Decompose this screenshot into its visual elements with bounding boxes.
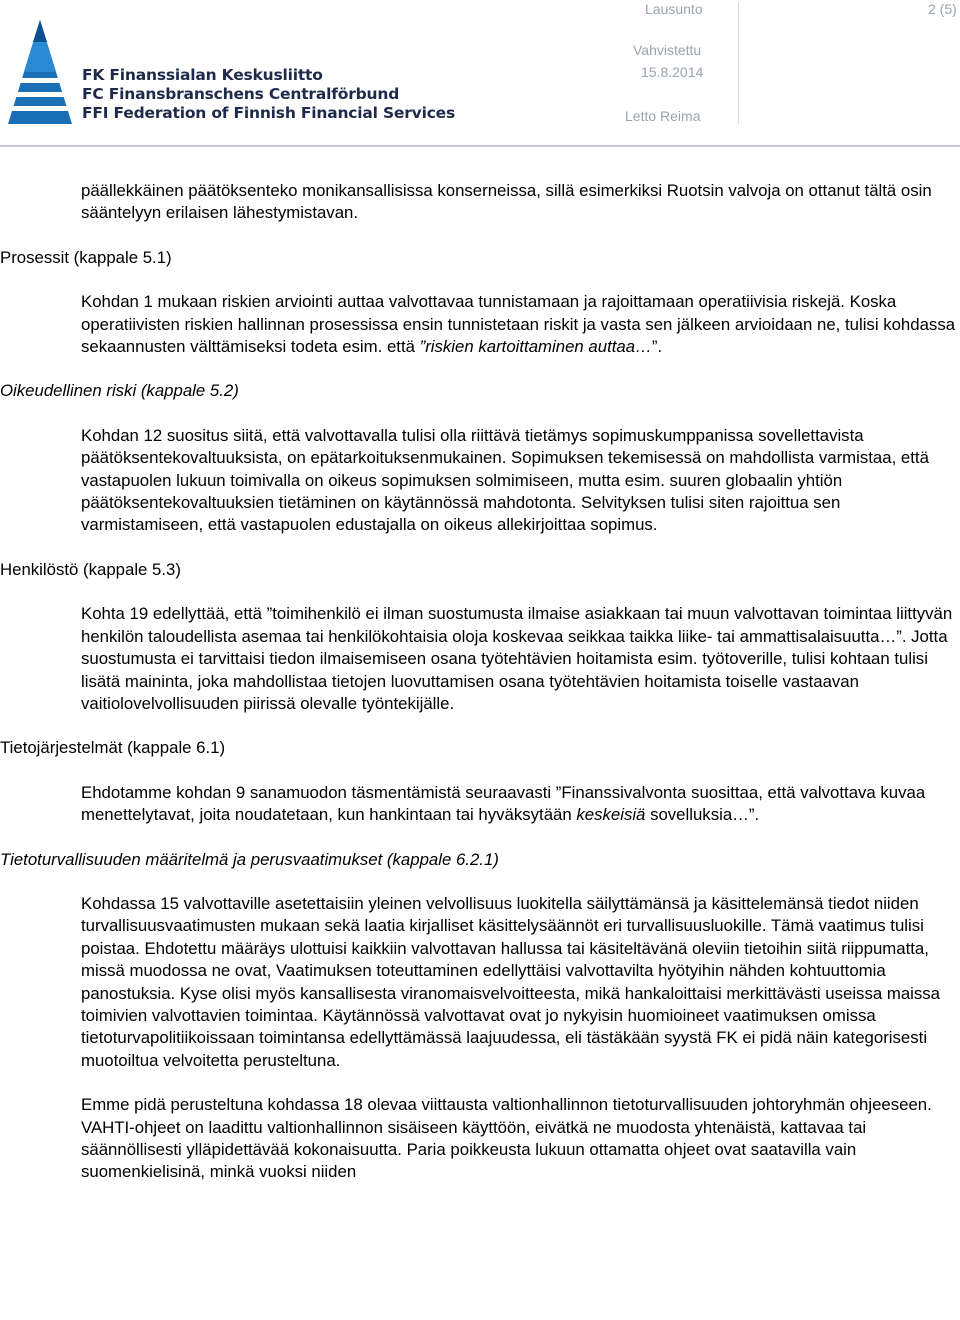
paragraph-information-systems-emphasis: keskeisiä [576, 805, 646, 825]
paragraph-processes-text: Kohdan 1 mukaan riskien arviointi auttaa valvottavaa tunnistamaan ja rajoittamaan operatiivisia riskejä. Koska operatiivisten riskien hallinnan prosessissa ensin tunnistetaan riskit ja vasta sen jälkeen arvioidaan ne, tulisi kohdassa sekaannusten välttämiseksi todeta esim. että [81, 292, 956, 357]
document-author: Letto Reima [625, 108, 701, 124]
paragraph-legal-risk: Kohdan 12 suositus siitä, että valvottavalla tulisi olla riittävä tietämys sopimuskumppanissa sovellettavista päätöksentekovaltuuksista, on epätarkoituksenmukainen. Sopimuksen tekemisessä on mahdollista varmistaa, että vastapuolen lukuun toimivalla on oikeus sopimuksen solmimiseen, mutta esim. suuren globaalin yhtiön päätöksentekovaltuuksien tietäminen on käytännössä mahdotonta. Selvityksen tulisi siten rajoittua sen varmistamiseen, että vastapuolen edustajalla on oikeus allekirjoittaa sopimus. [81, 425, 929, 535]
paragraph-vahti: Emme pidä perusteltuna kohdassa 18 olevaa viittausta valtionhallinnon tietoturvallisuuden johtoryhmän ohjeeseen. VAHTI-ohjeet on laadittu valtionhallinnon sisäiseen käyttöön, eivätkä ne muodosta yhtenäistä, kattavaa tai säännöllisesti ylläpidettävää kokonaisuutta. Paria poikkeusta lukuun ottamatta ohjeet ovat saatavilla vain suomenkielisinä, minkä vuoksi niiden [81, 1095, 932, 1182]
section-heading-information-security [0, 849, 960, 871]
document-body [0, 180, 960, 1184]
page-number: 2 (5) [928, 1, 957, 17]
section-heading-information-security-text: Tietoturvallisuuden määritelmä ja perusvaatimukset (kappale 6.2.1) [0, 849, 499, 869]
document-header [0, 0, 960, 150]
logo-line-sv: FC Finansbranschens Centralförbund [82, 85, 400, 103]
header-rule [0, 145, 960, 147]
document-type: Lausunto [645, 1, 703, 17]
section-heading-information-systems: Tietojärjestelmät (kappale 6.1) [0, 738, 226, 758]
ffi-logo-icon [0, 18, 80, 128]
paragraph-processes-end: ”. [651, 337, 663, 357]
paragraph-information-security: Kohdassa 15 valvottaville asetettaisiin yleinen velvollisuus luokitella säilyttämänsä ja käsittelemänsä tiedot niiden turvallisuusvaatimusten mukaan sekä laatia kirjalliset käsittelysäännöt eri turvallisuusluokille. Tämä vaatimus tulisi poistaa. Ehdotettu määräys ulottuisi kaikkiin valvottavan hallussa tai käsiteltävänä oleviin tietoihin siitä riippumatta, missä muodossa ne ovat, Vaatimuksen toteuttaminen edellyttäisi valvottavilta hyötyihin nähden kohtuuttomia panostuksia. Kyse olisi myös kansallisesta viranomaisvelvoitteesta, mikä hankaloittaisi merkittävästi useissa maissa toimivien valvottavien toimintaa. Käytännössä valvottavat ovat jo nykyisin huomioineet vaatimuksen omissa tietoturvapolitiikoissaan toimintansa edellyttämässä laajuudessa, eli tästäkään syystä FK ei pidä näin kategorisesti muotoiltua velvoitetta perusteltuna. [81, 893, 940, 1070]
header-divider [738, 2, 739, 124]
paragraph-information-systems-text: Ehdotamme kohdan 9 sanamuodon täsmentämistä seuraavasti ”Finanssivalvonta suosittaa, että valvottava kuvaa menettelytavat, joita noudatetaan, kun hankintaan tai hyväksytään [81, 782, 926, 825]
paragraph-information-systems [81, 782, 960, 827]
section-heading-processes: Prosessit (kappale 5.1) [0, 247, 172, 267]
logo-text [82, 66, 455, 123]
document-date: 15.8.2014 [641, 64, 704, 80]
logo-line-fi: FK Finanssialan Keskusliitto [82, 66, 323, 84]
paragraph-information-systems-end: sovelluksia…”. [645, 805, 760, 825]
section-heading-legal-risk-text: Oikeudellinen riski (kappale 5.2) [0, 381, 239, 401]
logo-line-en: FFI Federation of Finnish Financial Services [82, 104, 456, 122]
paragraph-processes [81, 291, 960, 358]
section-heading-legal-risk [0, 380, 960, 402]
paragraph-processes-quote: ”riskien kartoittaminen auttaa… [419, 337, 652, 357]
paragraph-continuation: päällekkäinen päätöksenteko monikansallisissa konserneissa, sillä esimerkiksi Ruotsin valvoja on ottanut tältä osin sääntelyyn erilaisen lähestymistavan. [81, 181, 932, 223]
paragraph-personnel: Kohta 19 edellyttää, että ”toimihenkilö ei ilman suostumusta ilmaise asiakkaan tai muun valvottavan toimintaa liittyvän henkilön taloudellista asemaa tai henkilökohtaisia oloja koskevaa seikkaa taikka liike- tai ammattisalaisuutta…”. Jotta suostumusta ei tarvittaisi tiedon ilmaisemiseen osana työtehtävien hoitamista esim. työtoverille, tulisi kohtaan tulisi lisätä maininta, joka mahdollistaa tietojen luovuttamisen osana työtehtävien hoitamista toiselle vastaavan vaitiolovelvollisuuden piirissä olevalle työntekijälle. [81, 604, 953, 713]
section-heading-personnel: Henkilöstö (kappale 5.3) [0, 559, 181, 579]
document-status: Vahvistettu [633, 42, 702, 58]
